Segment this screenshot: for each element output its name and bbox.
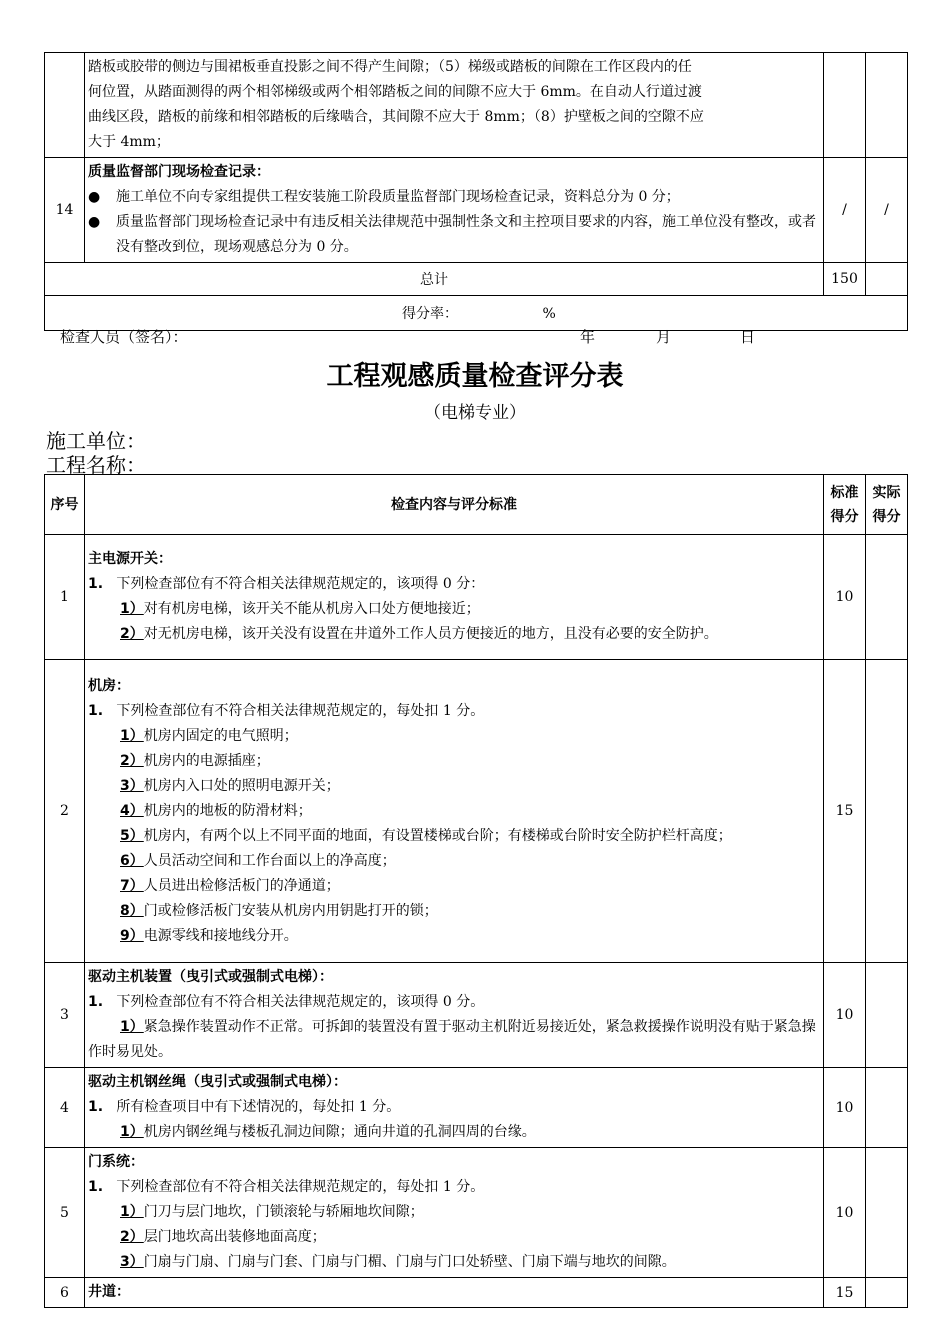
- std-score: 10: [824, 1068, 866, 1148]
- list-item: [88, 724, 821, 749]
- table-row: [45, 535, 908, 660]
- content-line: 大于 4mm；: [88, 134, 170, 150]
- item-text: 人员活动空间和工作台面以上的净高度；: [143, 852, 396, 869]
- std-score: 10: [824, 963, 866, 1068]
- item-text: 对无机房电梯，该开关没有设置在井道外工作人员方便接近的地方，且没有必要的安全防护。: [143, 626, 718, 642]
- row-content: [85, 1148, 824, 1278]
- rule-text: 下列检查部位有不符合相关法律规范规定的，每处扣 1 分。: [116, 702, 485, 719]
- row-title: 井道：: [88, 1284, 130, 1300]
- row-title: 质量监督部门现场检查记录：: [88, 164, 270, 180]
- table-row: [45, 963, 908, 1068]
- bullet-text: 施工单位不向专家组提供工程安装施工阶段质量监督部门现场检查记录，资料总分为 0 分；: [116, 189, 680, 205]
- row-content: [85, 535, 824, 660]
- row-number: 3: [45, 963, 85, 1068]
- actual-score: [866, 1068, 908, 1148]
- bullet-icon: ●: [88, 214, 101, 230]
- continued-content: [85, 53, 824, 158]
- header-no: 序号: [45, 475, 85, 535]
- std-score: 10: [824, 1148, 866, 1278]
- list-item: [88, 749, 821, 774]
- item-text: 对有机房电梯，该开关不能从机房入口处方便地接近；: [143, 601, 480, 617]
- item-text: 机房内钢丝绳与楼板孔洞边间隙；通向井道的孔洞四周的台缘。: [143, 1124, 536, 1140]
- rule-line: [88, 990, 821, 1015]
- rule-number: 1.: [88, 1099, 104, 1115]
- item-text: 机房内入口处的照明电源开关；: [143, 777, 340, 794]
- list-item: [88, 1225, 821, 1250]
- actual-score: [866, 53, 908, 158]
- rule-text: 下列检查部位有不符合相关法律规范规定的，该项得 0 分：: [116, 576, 485, 592]
- item-text: 机房内，有两个以上不同平面的地面，有设置楼梯或台阶；有楼梯或台阶时安全防护栏杆高度；: [143, 827, 732, 844]
- project-label: 工程名称：: [46, 453, 146, 477]
- item-number: 4）: [120, 802, 144, 819]
- content-line: 何位置，从踏面测得的两个相邻梯级或两个相邻踏板之间的间隙不应大于 6mm。在自动人行道过渡: [88, 84, 702, 100]
- row-content: [85, 1068, 824, 1148]
- item-number: 2）: [120, 752, 144, 769]
- table-row: [45, 1068, 908, 1148]
- header-act: 实际得分: [866, 475, 908, 535]
- item-number: 5）: [120, 827, 144, 844]
- rule-line: [88, 699, 821, 724]
- item-text: 门或检修活板门安装从机房内用钥匙打开的锁；: [143, 902, 438, 919]
- row-title: 主电源开关：: [88, 551, 172, 567]
- item-text: 电源零线和接地线分开。: [143, 927, 298, 944]
- rule-number: 1.: [88, 576, 104, 592]
- std-score: 10: [824, 535, 866, 660]
- page-title: 工程观感质量检查评分表: [326, 361, 624, 392]
- total-actual: [866, 263, 908, 296]
- item-text: 紧急操作装置动作不正常。可拆卸的装置没有置于驱动主机附近易接近处，紧急救援操作说明没有贴于紧急操作时易见处。: [88, 1019, 816, 1060]
- row-content: [85, 963, 824, 1068]
- row-number: 5: [45, 1148, 85, 1278]
- item-number: 8）: [120, 902, 144, 919]
- rule-number: 1.: [88, 994, 104, 1010]
- item-text: 层门地坎高出装修地面高度；: [143, 1229, 326, 1245]
- row-number: 2: [45, 660, 85, 963]
- item-text: 人员进出检修活板门的净通道；: [143, 877, 340, 894]
- total-value: 150: [824, 263, 866, 296]
- item-number: 1）: [120, 1124, 144, 1140]
- list-item: [88, 622, 821, 647]
- list-item: [88, 849, 821, 874]
- item-number: 6）: [120, 852, 144, 869]
- item-text: 门刀与层门地坎，门锁滚轮与轿厢地坎间隙；: [143, 1204, 424, 1220]
- total-row: [45, 263, 908, 296]
- rate-label: 得分率：: [402, 306, 458, 322]
- row-content: [85, 1278, 824, 1308]
- list-item: [88, 799, 821, 824]
- rule-line: [88, 572, 821, 597]
- top-score-table: [44, 52, 908, 331]
- header-std: 标准得分: [824, 475, 866, 535]
- item-number: 7）: [120, 877, 144, 894]
- table-row: [45, 1148, 908, 1278]
- item-text: 机房内的地板的防滑材料；: [143, 802, 312, 819]
- row-number: 1: [45, 535, 85, 660]
- row-content: [85, 660, 824, 963]
- bullet-icon: ●: [88, 189, 101, 205]
- signature-month: 月: [656, 328, 672, 346]
- item-number: 3）: [120, 777, 144, 794]
- signature-day: 日: [740, 328, 756, 346]
- rule-line: [88, 1175, 821, 1200]
- actual-score: /: [866, 158, 908, 263]
- table-header: [45, 475, 908, 535]
- rate-unit: %: [542, 306, 556, 322]
- content-line: 曲线区段，踏板的前缘和相邻踏板的后缘啮合，其间隙不应大于 8mm；（8）护壁板之间的空隙不应: [88, 109, 704, 125]
- row-number: 14: [45, 158, 85, 263]
- item-number: 1）: [120, 1204, 144, 1220]
- row-number: 4: [45, 1068, 85, 1148]
- list-item: [88, 774, 821, 799]
- rule-text: 下列检查部位有不符合相关法律规范规定的，每处扣 1 分。: [116, 1179, 485, 1195]
- list-item: [88, 1250, 821, 1275]
- rule-line: [88, 1095, 821, 1120]
- item-number: 9）: [120, 927, 144, 944]
- item-text: 门扇与门扇、门扇与门套、门扇与门楣、门扇与门口处轿壁、门扇下端与地坎的间隙。: [143, 1254, 676, 1270]
- list-item: [88, 597, 821, 622]
- header-content: 检查内容与评分标准: [85, 475, 824, 535]
- row-number: [45, 53, 85, 158]
- std-score: 15: [824, 660, 866, 963]
- signature-year: 年: [580, 328, 596, 346]
- row-title: 门系统：: [88, 1154, 144, 1170]
- item-number: 3）: [120, 1254, 144, 1270]
- actual-score: [866, 963, 908, 1068]
- item-number: 1）: [120, 601, 144, 617]
- actual-score: [866, 660, 908, 963]
- row-content: [85, 158, 824, 263]
- list-item: [88, 824, 821, 849]
- list-item: [88, 899, 821, 924]
- bullet-item: [88, 210, 821, 260]
- item-number: 2）: [120, 626, 144, 642]
- score-table: [44, 474, 908, 1308]
- item-text: 机房内固定的电气照明；: [143, 727, 298, 744]
- bullet-text: 质量监督部门现场检查记录中有违反相关法律规范中强制性条文和主控项目要求的内容，施工单位没有整改，或者没有整改到位，现场观感总分为 0 分。: [116, 214, 816, 255]
- page-subtitle: （电梯专业）: [424, 403, 526, 423]
- item-text: 机房内的电源插座；: [143, 752, 270, 769]
- rule-number: 1.: [88, 1179, 104, 1195]
- table-row: [45, 53, 908, 158]
- row-title: 驱动主机装置（曳引式或强制式电梯）：: [88, 969, 333, 985]
- table-row: [45, 1278, 908, 1308]
- item-number: 1）: [120, 727, 144, 744]
- rule-text: 所有检查项目中有下述情况的，每处扣 1 分。: [116, 1099, 401, 1115]
- content-line: 踏板或胶带的侧边与围裙板垂直投影之间不得产生间隙；（5）梯级或踏板的间隙在工作区段内的任: [88, 59, 692, 75]
- actual-score: [866, 535, 908, 660]
- bullet-item: [88, 185, 821, 210]
- actual-score: [866, 1148, 908, 1278]
- total-label: 总计: [45, 263, 824, 296]
- list-item: [88, 1120, 821, 1145]
- list-item: [88, 874, 821, 899]
- row-title: 驱动主机钢丝绳（曳引式或强制式电梯）：: [88, 1074, 347, 1090]
- std-score: 15: [824, 1278, 866, 1308]
- row-title: 机房：: [88, 677, 130, 694]
- item-number: 1）: [120, 1019, 144, 1035]
- actual-score: [866, 1278, 908, 1308]
- list-item: [88, 1015, 821, 1065]
- rule-number: 1.: [88, 702, 104, 719]
- unit-label: 施工单位：: [46, 429, 146, 453]
- table-row: [45, 158, 908, 263]
- list-item: [88, 924, 821, 949]
- std-score: [824, 53, 866, 158]
- rule-text: 下列检查部位有不符合相关法律规范规定的，该项得 0 分。: [116, 994, 485, 1010]
- row-number: 6: [45, 1278, 85, 1308]
- table-row: [45, 660, 908, 963]
- signature-label: 检查人员（签名）：: [60, 328, 188, 346]
- std-score: /: [824, 158, 866, 263]
- item-number: 2）: [120, 1229, 144, 1245]
- list-item: [88, 1200, 821, 1225]
